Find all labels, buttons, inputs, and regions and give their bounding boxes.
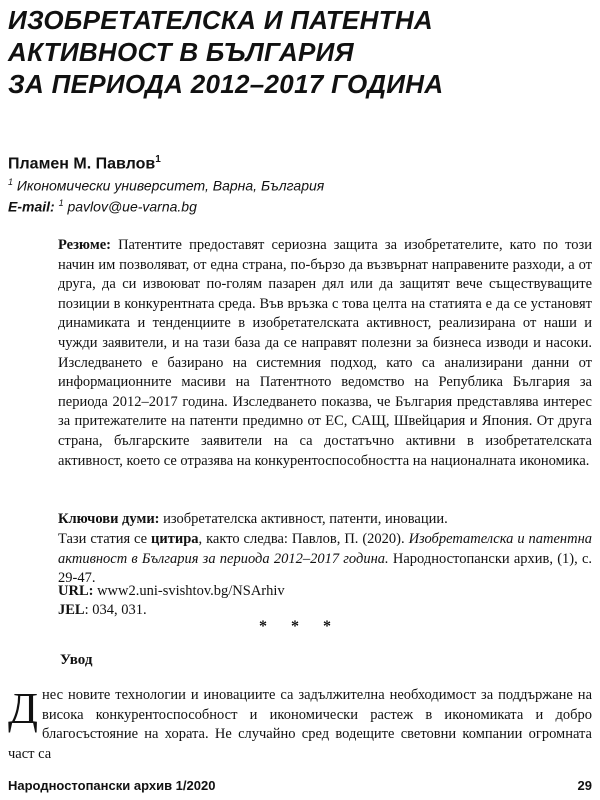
intro-heading: Увод — [60, 652, 93, 668]
page-footer — [8, 778, 592, 793]
footer-journal: Народностопански архив 1/2020 — [8, 778, 216, 793]
title-line-2: АКТИВНОСТ В БЪЛГАРИЯ — [8, 37, 354, 67]
citation-line — [58, 530, 592, 589]
keywords-line — [58, 510, 592, 530]
author-affiliation — [8, 174, 592, 195]
title-line-1: ИЗОБРЕТАТЕЛСКА И ПАТЕНТНА — [8, 5, 433, 35]
keywords-text: изобретателска активност, патенти, иновации. — [163, 511, 448, 527]
author-name-text: Пламен М. Павлов — [8, 155, 156, 173]
email-address[interactable]: pavlov@ue-varna.bg — [67, 198, 197, 215]
jel-label: JEL — [58, 602, 85, 618]
abstract-label: Резюме: — [58, 237, 111, 253]
abstract-text: Патентите предоставят сериозна защита за изобретателите, като по този начин им позволяват, от една страна, по-бързо да възвърнат направените разходи, а от друга, да си извоюват по-голям пазарен дял или да защитят вече съществуващите позиции в конкурентната среда. Във връзка с това целта на статията е да се установят динамиката и тенденциите в изобретателската активност, реализирана от наши и чужди заявители, и на тази база да се направят полезни за бизнеса изводи и насоки. Изследването е базирано на системния подход, като са анализирани данни от информационните масиви на Патентното ведомство на Република България за периода 2012–2017 година. Изследването показва, че България представлява интерес за притежателите на патенти предимно от ЕС, САЩ, Швейцария и Япония. От друга страна, българските заявители на са достатъчно активни в изобретателската активност, което се отразява на конкурентоспособността на националната икономика. — [58, 237, 593, 469]
keywords-label: Ключови думи: — [58, 511, 160, 527]
citation-title: Изобретателска и патентна активност в България за периода 2012–2017 година. — [58, 531, 593, 567]
citation-suffix: Народностопански архив, (1), с. 29-47. — [58, 550, 593, 587]
email-label: E-mail: — [8, 198, 55, 215]
title-line-3: ЗА ПЕРИОДА 2012–2017 ГОДИНА — [8, 69, 444, 99]
url-value[interactable]: www2.uni-svishtov.bg/NSArhiv — [97, 583, 285, 599]
article-title — [8, 4, 592, 100]
dropcap-letter: Д — [8, 684, 39, 733]
citation-middle: , както следва: Павлов, П. (2020). — [198, 531, 405, 547]
author-sup: 1 — [155, 154, 161, 165]
citation-bold: цитира — [151, 531, 199, 547]
url-label: URL: — [58, 583, 94, 599]
intro-paragraph — [8, 686, 592, 764]
url-line — [58, 582, 592, 602]
jel-value: : 034, 031. — [84, 602, 147, 618]
abstract — [58, 236, 592, 471]
author-name — [8, 150, 592, 174]
section-separator: * * * — [259, 618, 341, 635]
affiliation-text: Икономически университет, Варна, България — [16, 177, 325, 194]
citation-prefix: Тази статия се — [58, 531, 148, 547]
footer-page-number: 29 — [577, 778, 592, 793]
email-sup: 1 — [58, 197, 64, 208]
author-email — [8, 195, 592, 216]
intro-text: нес новите технологии и иновациите са задължителна необходимост за поддържане на висока конкурентоспособност и икономически растеж в икономиката и добро благосъстояние на хората. Не случайно сред водещите световни компании огромната част са — [8, 687, 592, 762]
author-block — [8, 150, 592, 216]
affiliation-sup: 1 — [8, 177, 14, 188]
